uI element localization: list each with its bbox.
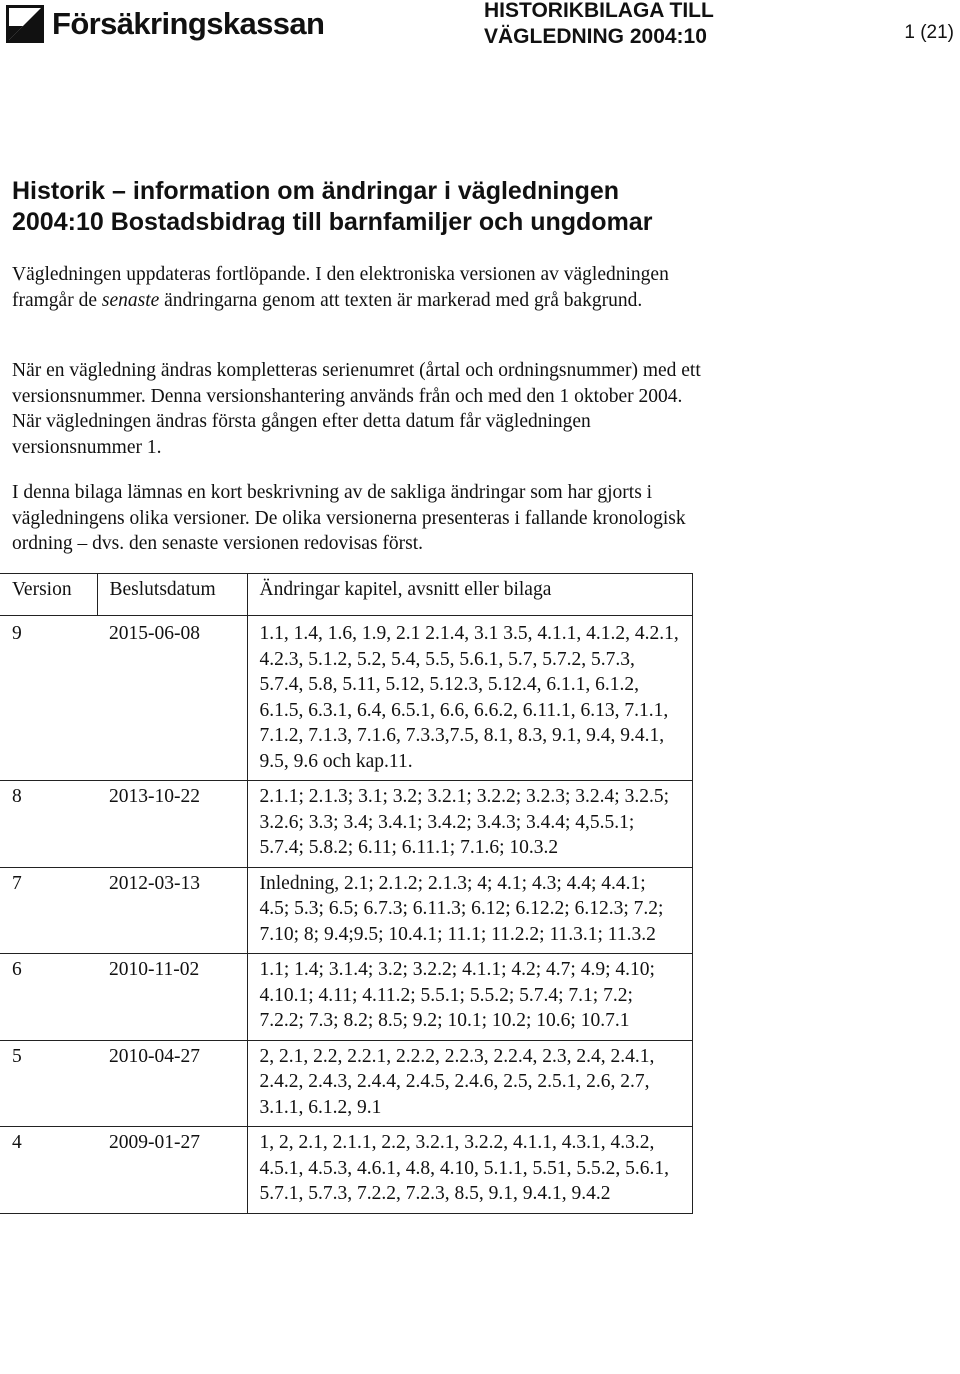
table-header-row <box>0 574 692 616</box>
page-title-line2: 2004:10 Bostadsbidrag till barnfamiljer och ungdomar <box>12 208 653 236</box>
intro-text-italic: senaste <box>101 289 160 311</box>
table-row <box>0 1127 692 1214</box>
table-row <box>0 1040 692 1127</box>
page-title <box>12 176 732 238</box>
document-title <box>484 0 714 50</box>
column-header-date: Beslutsdatum <box>97 574 247 616</box>
cell-changes: 1.1, 1.4, 1.6, 1.9, 2.1 2.1.4, 3.1 3.5, 4.1.1, 4.1.2, 4.2.1, 4.2.3, 5.1.2, 5.2, 5.4, 5.5, 5.6.1, 5.7, 5.7.2, 5.7.3, 5.7.4, 5.8, 5.11, 5.12, 5.12.3, 5.12.4, 6.1.1, 6.1.2, 6.1.5, 6.3.1, 6.4, 6.5.1, 6.6, 6.6.2, 6.11.1, 6.13, 7.1.1, 7.1.2, 7.1.3, 7.1.6, 7.3.3,7.5, 8.1, 8.3, 9.1, 9.4, 9.4.1, 9.5, 9.6 och kap.11. <box>247 616 692 781</box>
document-title-line2: VÄGLEDNING 2004:10 <box>484 25 707 48</box>
cell-changes: 1, 2, 2.1, 2.1.1, 2.2, 3.2.1, 3.2.2, 4.1.1, 4.3.1, 4.3.2, 4.5.1, 4.5.3, 4.6.1, 4.8, 4.10, 5.1.1, 5.51, 5.5.2, 5.6.1, 5.7.1, 5.7.3, 7.2.2, 7.2.3, 8.5, 9.1, 9.4.1, 9.4.2 <box>247 1127 692 1214</box>
cell-version: 7 <box>0 867 97 954</box>
cell-changes: Inledning, 2.1; 2.1.2; 2.1.3; 4; 4.1; 4.3; 4.4; 4.4.1; 4.5; 5.3; 6.5; 6.7.3; 6.11.3; 6.12; 6.12.2; 6.12.3; 7.2; 7.10; 8; 9.4;9.5; 10.4.1; 11.1; 11.2.2; 11.3.1; 11.3.2 <box>247 867 692 954</box>
cell-changes: 2.1.1; 2.1.3; 3.1; 3.2; 3.2.1; 3.2.2; 3.2.3; 3.2.4; 3.2.5; 3.2.6; 3.3; 3.4; 3.4.1; 3.4.2; 3.4.3; 3.4.4; 4,5.5.1; 5.7.4; 5.8.2; 6.11; 6.11.1; 7.1.6; 10.3.2 <box>247 781 692 868</box>
document-title-line1: HISTORIKBILAGA TILL <box>484 0 714 22</box>
page-number: 1 (21) <box>904 22 954 43</box>
cell-date: 2009-01-27 <box>97 1127 247 1214</box>
intro-text-before: Vägledningen uppdateras fortlöpande. I den elektroniska versionen av vägledningen framgår de <box>12 264 669 311</box>
cell-date: 2015-06-08 <box>97 616 247 781</box>
cell-date: 2010-04-27 <box>97 1040 247 1127</box>
cell-date: 2013-10-22 <box>97 781 247 868</box>
logo-text: Försäkringskassan <box>52 6 325 41</box>
cell-changes: 2, 2.1, 2.2, 2.2.1, 2.2.2, 2.2.3, 2.2.4, 2.3, 2.4, 2.4.1, 2.4.2, 2.4.3, 2.4.4, 2.4.5, 2.4.6, 2.5, 2.5.1, 2.6, 2.7, 3.1.1, 6.1.2, 9.1 <box>247 1040 692 1127</box>
cell-version: 4 <box>0 1127 97 1214</box>
intro-paragraph <box>12 262 712 313</box>
logo <box>6 4 324 44</box>
cell-version: 5 <box>0 1040 97 1127</box>
cell-date: 2012-03-13 <box>97 867 247 954</box>
table-row <box>0 954 692 1041</box>
page-header <box>0 0 960 60</box>
versioning-paragraph: När en vägledning ändras kompletteras serienumret (årtal och ordningsnummer) med ett versionsnummer. Denna versionshantering används från och med den 1 oktober 2004. När vägledningen ändras första gången efter detta datum får vägledningen versionsnummer 1. <box>12 360 701 458</box>
table-row <box>0 867 692 954</box>
column-header-changes: Ändringar kapitel, avsnitt eller bilaga <box>247 574 692 616</box>
cell-date: 2010-11-02 <box>97 954 247 1041</box>
logo-mark-icon <box>6 5 44 43</box>
version-history-table <box>0 573 693 1214</box>
table-row <box>0 616 692 781</box>
cell-changes: 1.1; 1.4; 3.1.4; 3.2; 3.2.2; 4.1.1; 4.2; 4.7; 4.9; 4.10; 4.10.1; 4.11; 4.11.2; 5.5.1; 5.5.2; 5.7.4; 7.1; 7.2; 7.2.2; 7.3; 8.2; 8.5; 9.2; 10.1; 10.2; 10.6; 10.7.1 <box>247 954 692 1041</box>
appendix-paragraph: I denna bilaga lämnas en kort beskrivning av de sakliga ändringar som har gjorts i vägledningens olika versioner. De olika versionerna presenteras i fallande kronologisk ordning – dvs. den senaste versionen redovisas först. <box>12 482 686 554</box>
page-title-line1: Historik – information om ändringar i vägledningen <box>12 177 620 205</box>
intro-text-after: ändringarna genom att texten är markerad med grå bakgrund. <box>159 289 643 311</box>
table-row <box>0 781 692 868</box>
column-header-version: Version <box>0 574 97 616</box>
cell-version: 6 <box>0 954 97 1041</box>
cell-version: 8 <box>0 781 97 868</box>
cell-version: 9 <box>0 616 97 781</box>
